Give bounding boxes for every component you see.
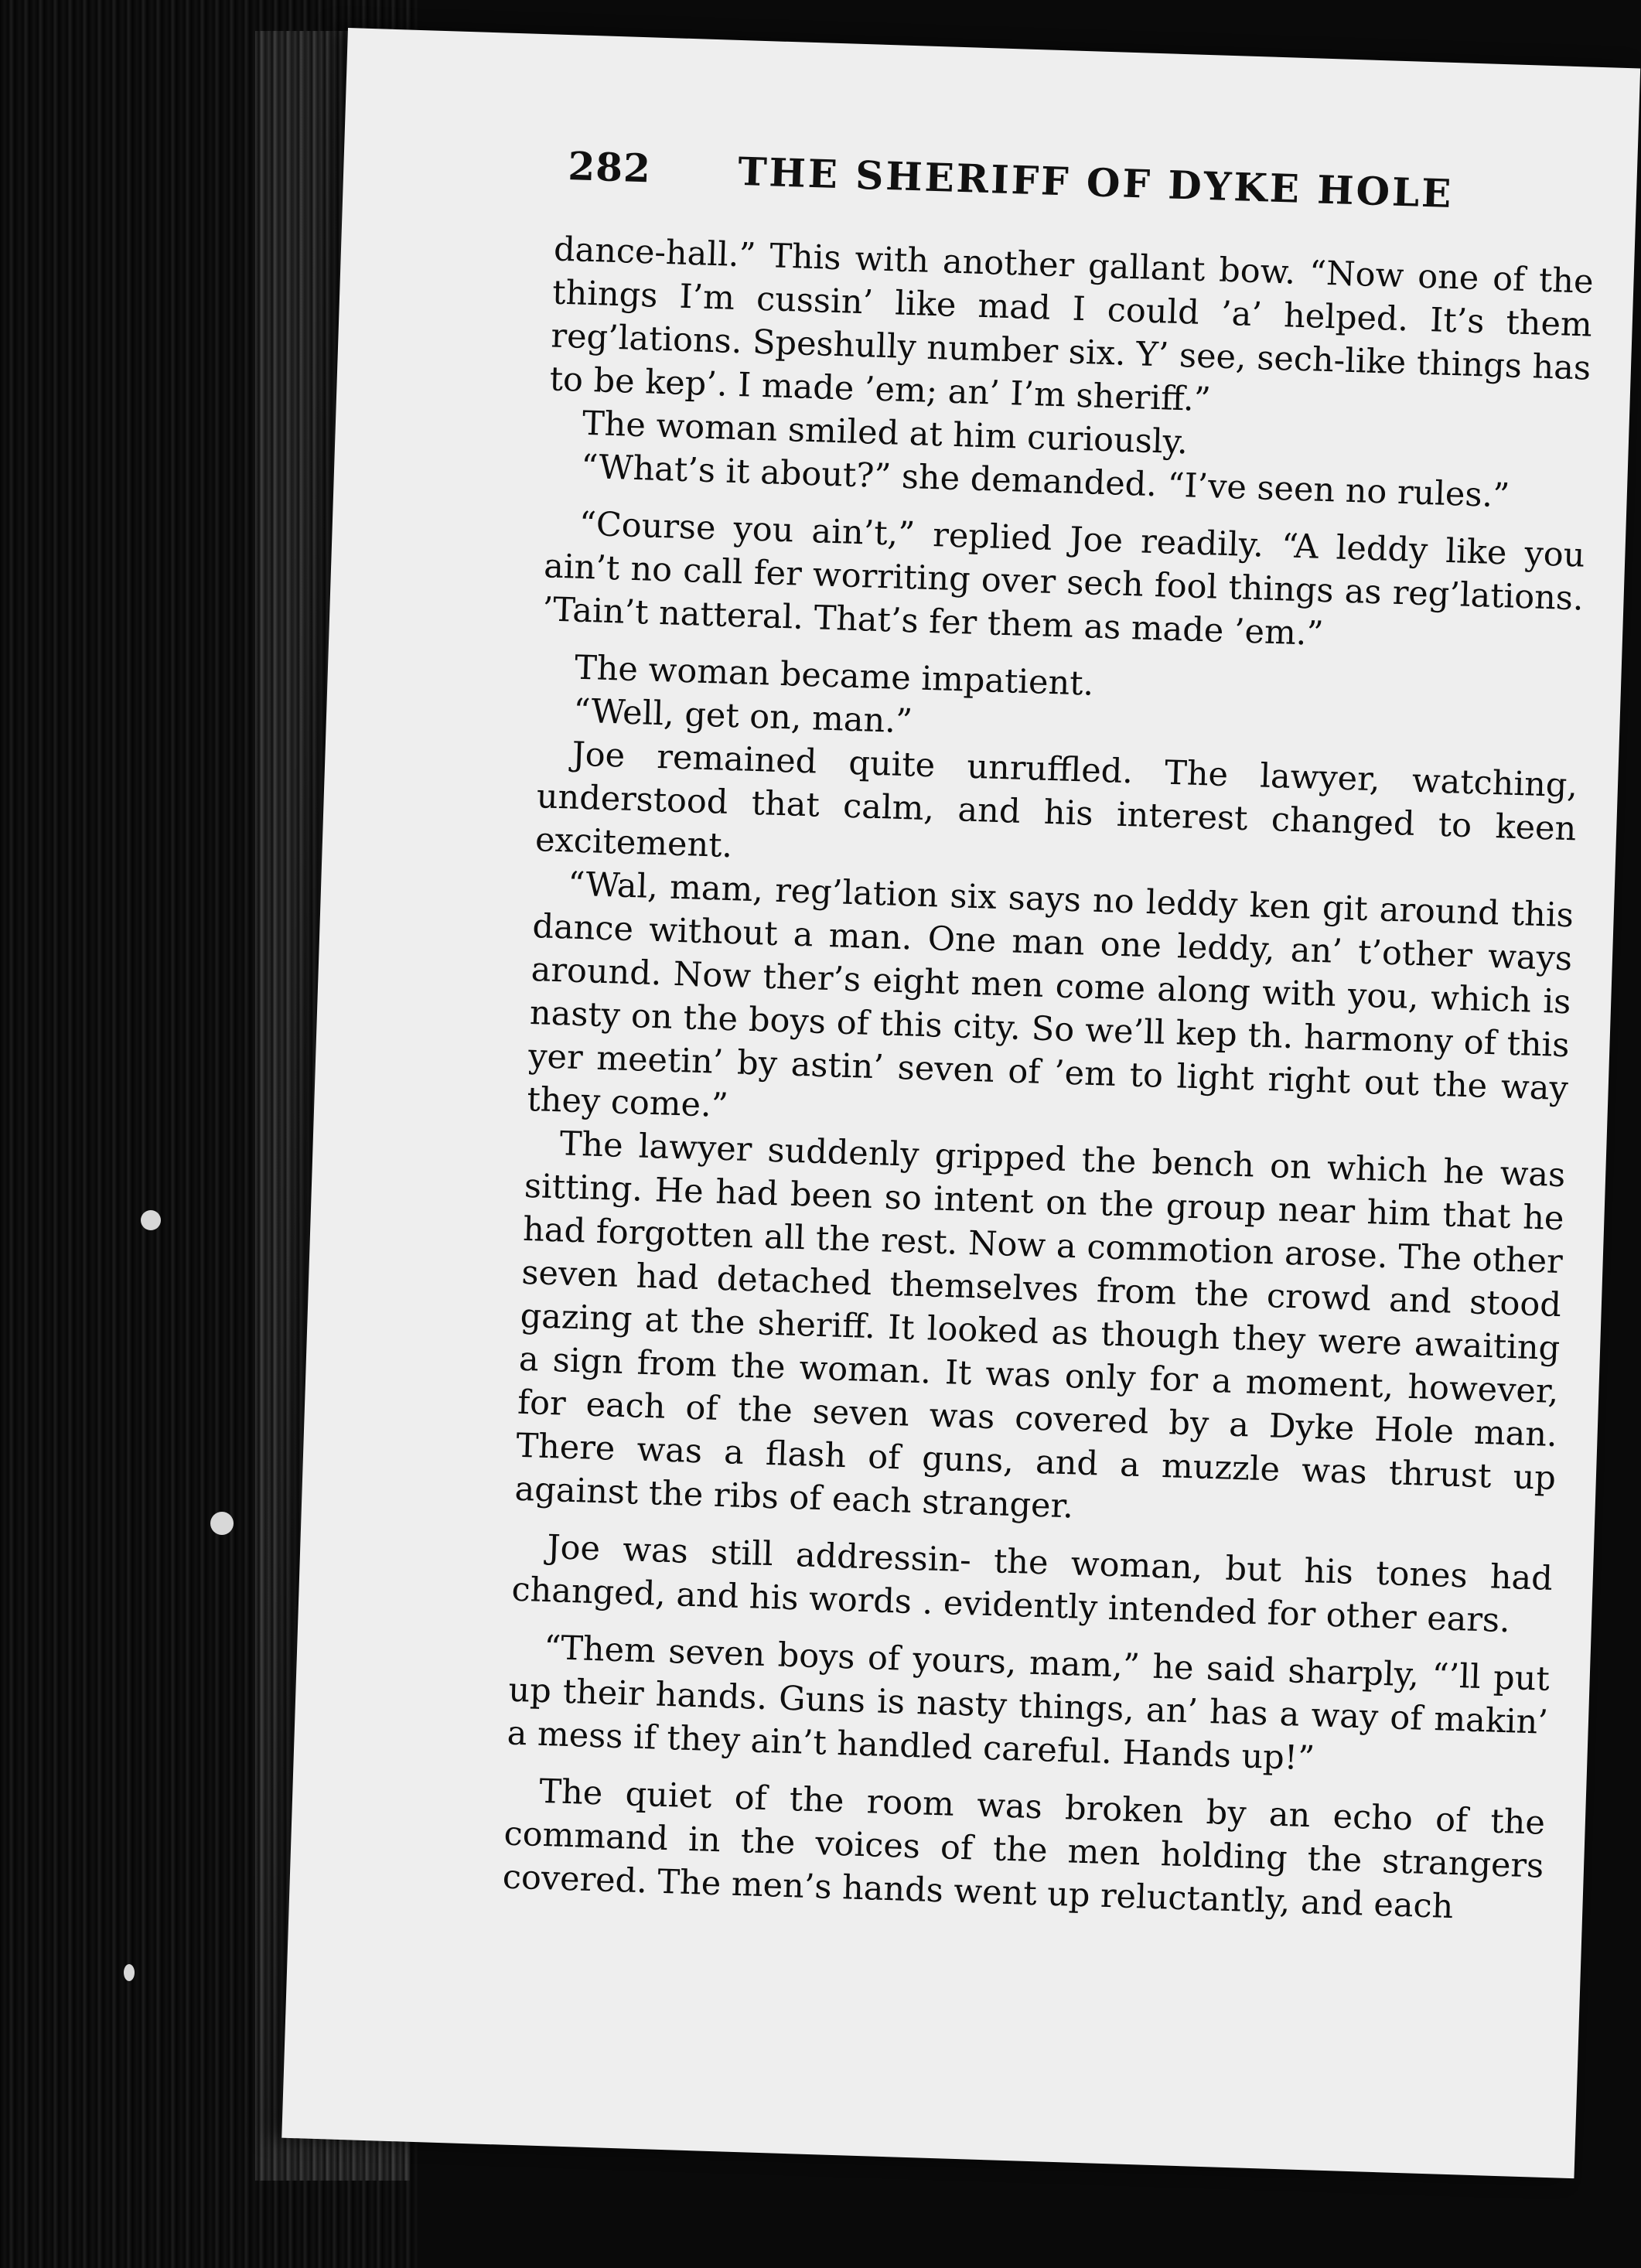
paragraph: “Course you ain’t,” replied Joe readily. “A leddy like you ain’t no call fer worriting over sech fool things as reg’lations. ’Tain’t natteral. That’s fer them as made ’em.” bbox=[541, 504, 1586, 653]
scan-speck bbox=[124, 1964, 135, 1981]
page-number: 282 bbox=[567, 143, 652, 192]
paragraph: The woman became impatient. bbox=[574, 648, 1094, 704]
body-text bbox=[502, 228, 1594, 1932]
paragraph: Joe was still addressin- the woman, but his tones had changed, and his words . evidently intended for other ears. bbox=[510, 1528, 1554, 1641]
paragraph: “Well, get on, man.” bbox=[572, 691, 913, 742]
paragraph: “What’s it about?” she demanded. “I’ve seen no rules.” bbox=[580, 447, 1510, 516]
paragraph: The lawyer suddenly gripped the bench on which he was sitting. He had been so intent on the group near him that he had forgotten all the rest. Now a commotion arose. The other seven had detached themselves from the crowd and stood gazing at the sheriff. It looked as though they were awaiting a sign from the woman. It was only for a moment, however, for each of the seven was covered by a Dyke Hole man. There was a flash of guns, and a muzzle was thrust up against the ribs of each stranger. bbox=[513, 1124, 1566, 1526]
paragraph: “Them seven boys of yours, mam,” he said sharply, “’ll put up their hands. Guns is nasty things, an’ has a way of makin’ a mess if they ain’t handled careful. Hands up!” bbox=[507, 1629, 1551, 1779]
paragraph: The woman smiled at him curiously. bbox=[582, 404, 1189, 462]
paragraph: The quiet of the room was broken by an echo of the command in the voices of the men holding the strangers covered. The men’s hands went up reluctantly, and each bbox=[502, 1772, 1546, 1927]
paragraph: “Wal, mam, reg’lation six says no leddy ken git around this dance without a man. One man one leddy, an’ t’other ways around. Now ther’s eight men come along with you, which is nasty on the boys of this city. So we’ll kep th. harmony of this yer meetin’ by astin’ seven of ’em to light right out the way they come.” bbox=[526, 865, 1574, 1126]
paragraph: Joe remained quite unruffled. The lawyer, watching, understood that calm, and his interest changed to keen excitement. bbox=[534, 735, 1578, 866]
running-head bbox=[567, 143, 1574, 237]
running-title: THE SHERIFF OF DYKE HOLE bbox=[737, 148, 1455, 217]
book-page bbox=[281, 28, 1640, 2178]
scan-speck bbox=[141, 1210, 161, 1230]
scan-speck bbox=[210, 1512, 234, 1535]
paragraph: dance-hall.” This with another gallant bow. “Now one of the things I’m cussin’ like mad I could ’a’ helped. It’s them reg’lations. Speshully number six. Y’ see, sech-like things has to be kep’. I made ’em; an’ I’m sheriff.” bbox=[549, 230, 1595, 420]
